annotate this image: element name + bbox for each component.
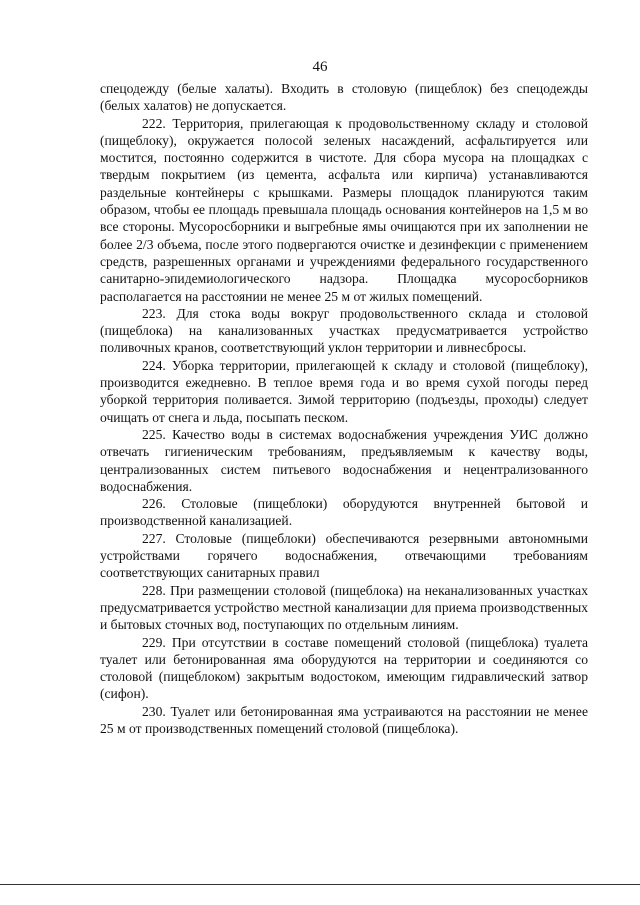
paragraph-230: 230. Туалет или бетонированная яма устраиваются на расстоянии не менее 25 м от производственных помещений столовой (пищеблока). [100,703,588,736]
page-number: 46 [312,59,328,75]
paragraph-225: 225. Качество воды в системах водоснабжения учреждения УИС должно отвечать гигиеническим требованиям, предъявляемым к качеству воды, централизованных систем питьевого водоснабжения и нецентрализованного водоснабжения. [100,426,588,494]
paragraph-226: 226. Столовые (пищеблоки) оборудуются внутренней бытовой и производственной канализацией. [100,496,588,529]
paragraph-223: 223. Для стока воды вокруг продовольственного склада и столовой (пищеблока) на канализованных участках предусматривается устройство поливочных кранов, соответствующий уклон территории и ливнесбросы. [100,305,588,356]
paragraph-228: 228. При размещении столовой (пищеблока) на неканализованных участках предусматривается устройство местной канализации для приема производственных и бытовых сточных вод, поступающих по отдельным линиям. [100,582,588,633]
paragraph-222: 222. Территория, прилегающая к продовольственному складу и столовой (пищеблоку), окружается полосой зеленых насаждений, асфальтируется или мостится, постоянно содержится в чистоте. Для сбора мусора на площадках с твердым покрытием (из цемента, асфальта или кирпича) устанавливаются раздельные контейнеры с крышками. Размеры площадок планируются таким образом, чтобы ее площадь превышала площадь основания контейнеров на 1,5 м во все стороны. Мусоросборники и выгребные ямы очищаются при их заполнении не более 2/3 объема, после этого подвергаются очистке и дезинфекции с применением средств, разрешенных органами и учреждениями федерального государственного санитарно-эпидемиологического надзора. Площадка мусоросборников располагается на расстоянии не менее 25 м от жилых помещений. [100,115,588,304]
document-body [100,80,588,737]
footer-rule [0,884,640,885]
paragraph-227: 227. Столовые (пищеблоки) обеспечиваются резервными автономными устройствами горячего водоснабжения, отвечающими требованиям соответствующих санитарных правил [100,530,588,581]
paragraph-continuation: спецодежду (белые халаты). Входить в столовую (пищеблок) без спецодежды (белых халатов) не допускается. [100,81,588,114]
paragraph-224: 224. Уборка территории, прилегающей к складу и столовой (пищеблоку), производится ежедневно. В теплое время года и во время сухой погоды перед уборкой территория поливается. Зимой территорию (подъезды, проходы) следует очищать от снега и льда, посыпать песком. [100,357,588,425]
paragraph-229: 229. При отсутствии в составе помещений столовой (пищеблока) туалета туалет или бетонированная яма оборудуются на территории и соединяются со столовой (пищеблоком) закрытым водостоком, имеющим гидравлический затвор (сифон). [100,634,588,702]
